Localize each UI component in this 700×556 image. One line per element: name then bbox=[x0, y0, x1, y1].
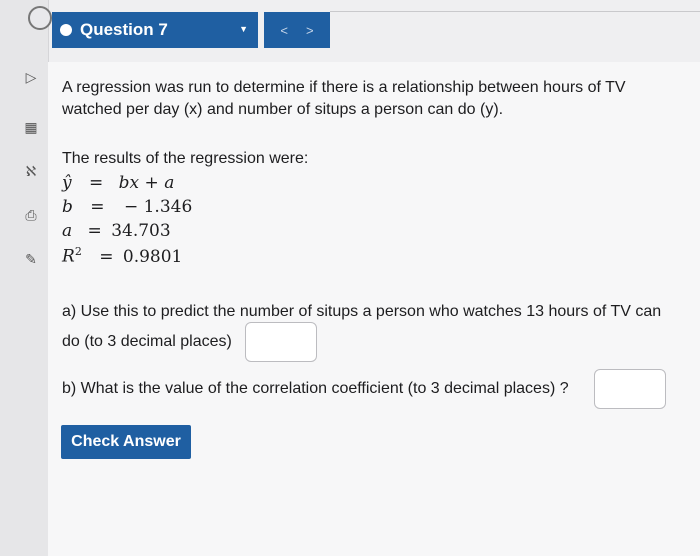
eq1-equals: = bbox=[89, 173, 104, 193]
eq4-lhs: R bbox=[62, 246, 75, 267]
play-icon[interactable]: ▷ bbox=[25, 69, 37, 85]
question-selector[interactable] bbox=[52, 12, 258, 48]
eq3-equals: = bbox=[87, 221, 102, 241]
check-answer-button[interactable]: Check Answer bbox=[61, 425, 191, 459]
question-intro-line-2: watched per day (x) and number of situps a person can do (y). bbox=[62, 101, 504, 118]
caret-down-icon: ▼ bbox=[239, 24, 248, 34]
r-squared-value: 0.9801 bbox=[122, 246, 183, 267]
calculator-icon[interactable]: ▦ bbox=[24, 119, 38, 135]
equation-line bbox=[62, 173, 174, 193]
question-intro-line-1: A regression was run to determine if there is a relationship between hours of TV bbox=[62, 79, 626, 96]
eq2-equals: = bbox=[90, 197, 105, 217]
eq4-sup: 2 bbox=[74, 245, 82, 258]
intercept-value: 34.703 bbox=[111, 221, 171, 241]
left-toolbar bbox=[0, 0, 49, 556]
chevron-right-icon[interactable]: > bbox=[306, 22, 314, 38]
r-squared-line bbox=[62, 245, 182, 267]
question-label: Question 7 bbox=[80, 20, 168, 39]
chevron-left-icon[interactable]: < bbox=[280, 22, 288, 38]
intercept-line bbox=[62, 221, 171, 241]
answer-a-input[interactable] bbox=[245, 322, 317, 362]
answer-b-input[interactable] bbox=[594, 369, 666, 409]
printer-icon[interactable]: ⎙ bbox=[25, 207, 37, 223]
eq2-lhs: b bbox=[62, 197, 73, 217]
part-a-line-1: a) Use this to predict the number of situps a person who watches 13 hours of TV can bbox=[62, 303, 662, 320]
top-divider bbox=[330, 11, 700, 12]
part-a-line-2: do (to 3 decimal places) bbox=[62, 333, 232, 350]
eq4-equals: = bbox=[99, 246, 114, 267]
refresh-icon[interactable] bbox=[28, 6, 52, 30]
part-b-text: b) What is the value of the correlation coefficient (to 3 decimal places) ? bbox=[62, 380, 569, 397]
eq1-lhs: ŷ bbox=[62, 173, 72, 193]
pen-icon[interactable]: ✎ bbox=[25, 251, 37, 267]
slope-value: − 1.346 bbox=[123, 197, 193, 217]
results-label: The results of the regression were: bbox=[62, 150, 309, 167]
eq3-lhs: a bbox=[62, 221, 73, 241]
status-dot-icon bbox=[60, 24, 72, 36]
eq1-rhs: bx + a bbox=[118, 173, 175, 193]
slope-line bbox=[62, 197, 192, 217]
share-icon[interactable]: ℵ bbox=[25, 163, 37, 179]
question-nav bbox=[264, 12, 330, 48]
